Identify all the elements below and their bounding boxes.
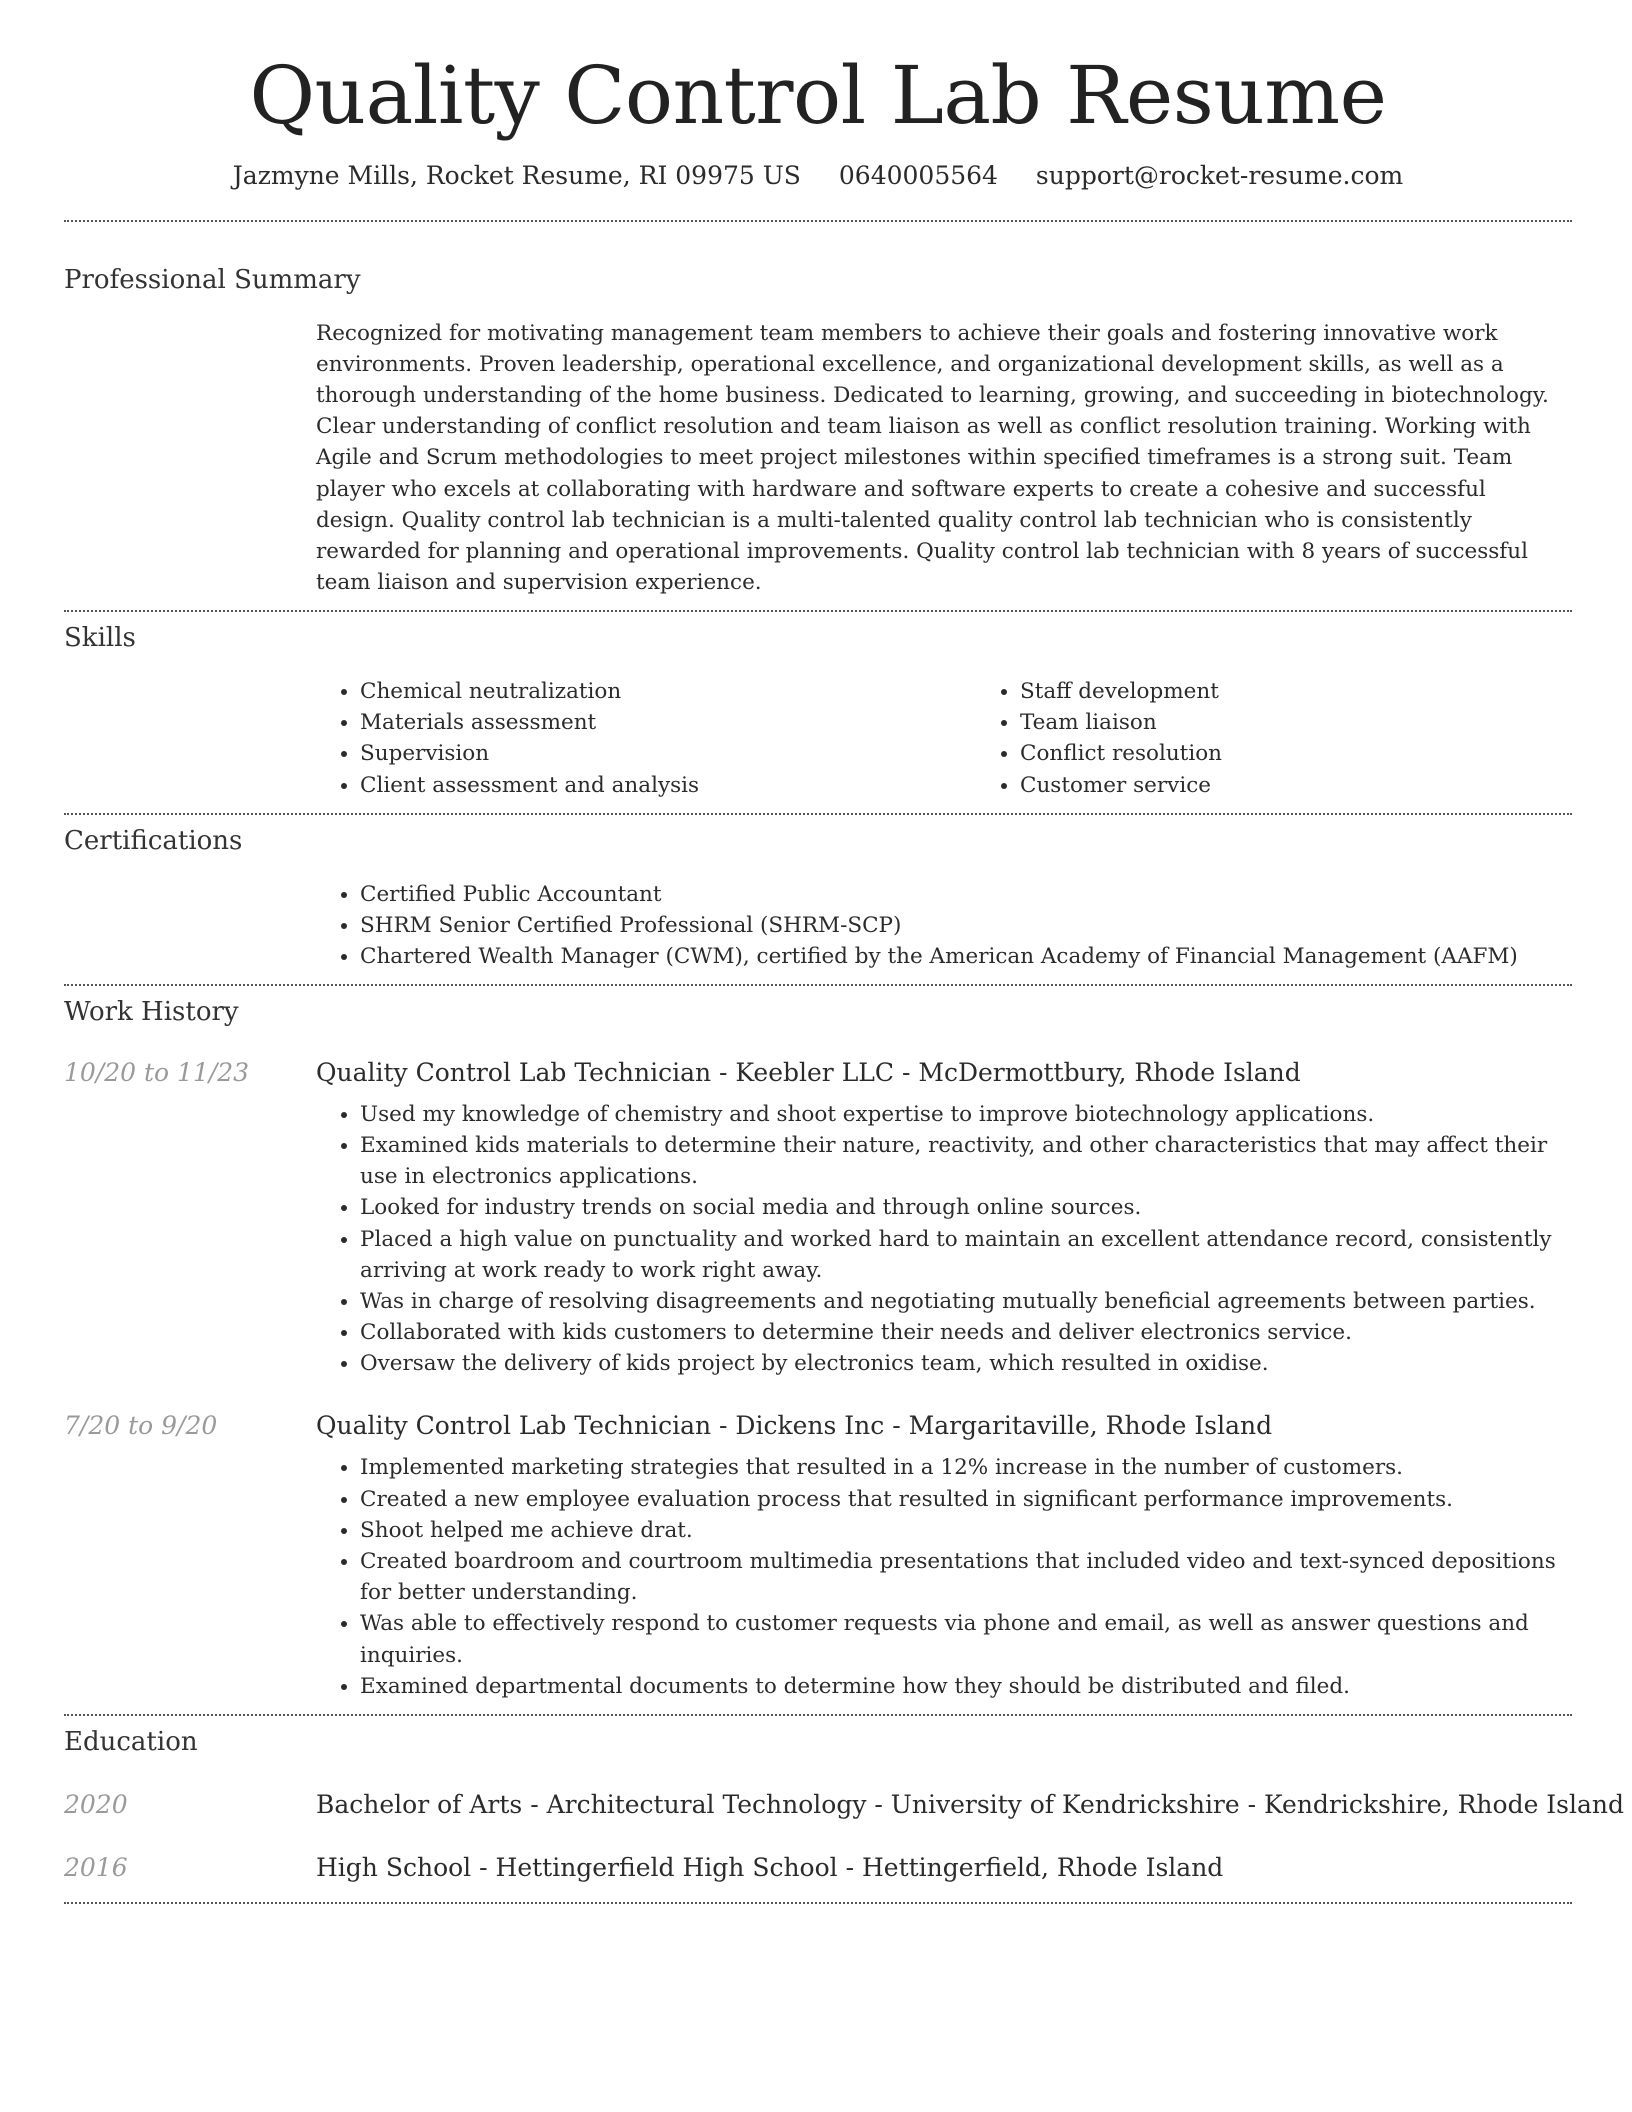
job-entry [64,1058,1572,1380]
summary-text: Recognized for motivating management team members to achieve their goals and fostering innovative work environments. Proven leadership, operational excellence, and organizational development skills, as well as a thorough understanding of the home business. Dedicated to learning, growing, and succeeding in biotechnology. Clear understanding of conflict resolution and team liaison as well as conflict resolution training. Working with Agile and Scrum methodologies to meet project milestones within specified timeframes is a strong suit. Team player who excels at collaborating with hardware and software experts to create a cohesive and successful design. Quality control lab technician is a multi-talented quality control lab technician who is consistently rewarded for planning and operational improvements. Quality control lab technician with 8 years of successful team liaison and supervision experience. [316,320,1549,596]
certification-item: • SHRM Senior Certified Professional (SHRM-SCP) [360,910,1572,941]
divider [64,1902,1572,1904]
job-bullet: • Created a new employee evaluation process that resulted in significant performance improvements. [360,1484,1572,1515]
education-detail: Bachelor of Arts - Architectural Technology - University of Kendrickshire - Kendrickshire, Rhode Island [316,1789,1625,1819]
section-heading: Skills [64,623,136,654]
education-section [64,1716,1625,1902]
resume-page [64,0,1625,1904]
job-bullet: • Placed a high value on punctuality and worked hard to maintain an excellent attendance record, consistently arriving at work ready to work right away. [360,1224,1572,1286]
section-heading: Professional Summary [64,265,361,295]
work-history-section [64,986,1572,1714]
job-bullet: • Examined departmental documents to determine how they should be distributed and filed. [360,1671,1572,1702]
skill-item: • Customer service [1020,770,1632,801]
job-bullet: • Created boardroom and courtroom multimedia presentations that included video and text-synced depositions for better understanding. [360,1546,1572,1608]
skills-list-left [316,676,976,801]
job-bullet: • Oversaw the delivery of kids project by electronics team, which resulted in oxidise. [360,1348,1572,1379]
job-bullet: • Was in charge of resolving disagreements and negotiating mutually beneficial agreements between parties. [360,1286,1572,1317]
contact-line [64,158,1572,193]
job-bullets [316,1099,1572,1380]
education-year: 2020 [64,1789,128,1819]
job-title: Quality Control Lab Technician - Keebler LLC - McDermottbury, Rhode Island [316,1057,1301,1087]
skill-item: • Supervision [360,738,976,769]
skills-list-right [976,676,1632,801]
skill-item: • Team liaison [1020,707,1632,738]
skill-item: • Materials assessment [360,707,976,738]
certification-item: • Certified Public Accountant [360,879,1572,910]
contact-address: Jazmyne Mills, Rocket Resume, RI 09975 US [232,161,801,190]
job-bullet: • Collaborated with kids customers to determine their needs and deliver electronics service. [360,1317,1572,1348]
job-bullet: • Examined kids materials to determine their nature, reactivity, and other characteristics that may affect their use in electronics applications. [360,1130,1572,1192]
contact-email: support@rocket-resume.com [1035,161,1404,190]
education-entry [64,1789,1625,1819]
certifications-list [316,879,1572,973]
skill-item: • Chemical neutralization [360,676,976,707]
job-bullet: • Looked for industry trends on social media and through online sources. [360,1192,1572,1223]
job-entry [64,1411,1572,1713]
job-bullets [316,1452,1572,1713]
page-title: Quality Control Lab Resume [249,49,1387,142]
section-heading: Education [64,1726,198,1757]
job-bullet: • Implemented marketing strategies that resulted in a 12% increase in the number of customers. [360,1452,1572,1483]
education-year: 2016 [64,1852,128,1882]
job-bullet: • Was able to effectively respond to customer requests via phone and email, as well as answer questions and inquiries. [360,1608,1572,1670]
job-title: Quality Control Lab Technician - Dickens Inc - Margaritaville, Rhode Island [316,1411,1273,1441]
summary-section [64,222,1572,610]
skill-item: • Staff development [1020,676,1632,707]
job-dates: 7/20 to 9/20 [64,1411,218,1441]
job-dates: 10/20 to 11/23 [64,1057,250,1087]
job-header [64,1411,1572,1440]
job-bullet-list [316,1099,1572,1380]
job-header [64,1058,1572,1087]
education-entry [64,1853,1572,1902]
job-bullet-list [316,1452,1572,1701]
section-heading: Work History [64,997,239,1028]
education-detail: High School - Hettingerfield High School - Hettingerfield, Rhode Island [316,1852,1224,1882]
certifications-content [316,879,1572,985]
skills-columns [316,676,1572,813]
skill-item: • Client assessment and analysis [360,770,976,801]
certification-item: • Chartered Wealth Manager (CWM), certified by the American Academy of Financial Management (AAFM) [360,941,1572,972]
certifications-section [64,815,1572,984]
job-bullet: • Shoot helped me achieve drat. [360,1515,1572,1546]
contact-phone: 0640005564 [838,161,998,190]
skill-item: • Conflict resolution [1020,738,1632,769]
job-bullet: • Used my knowledge of chemistry and shoot expertise to improve biotechnology applications. [360,1099,1572,1130]
section-heading: Certifications [64,825,243,856]
skills-section [64,612,1572,812]
